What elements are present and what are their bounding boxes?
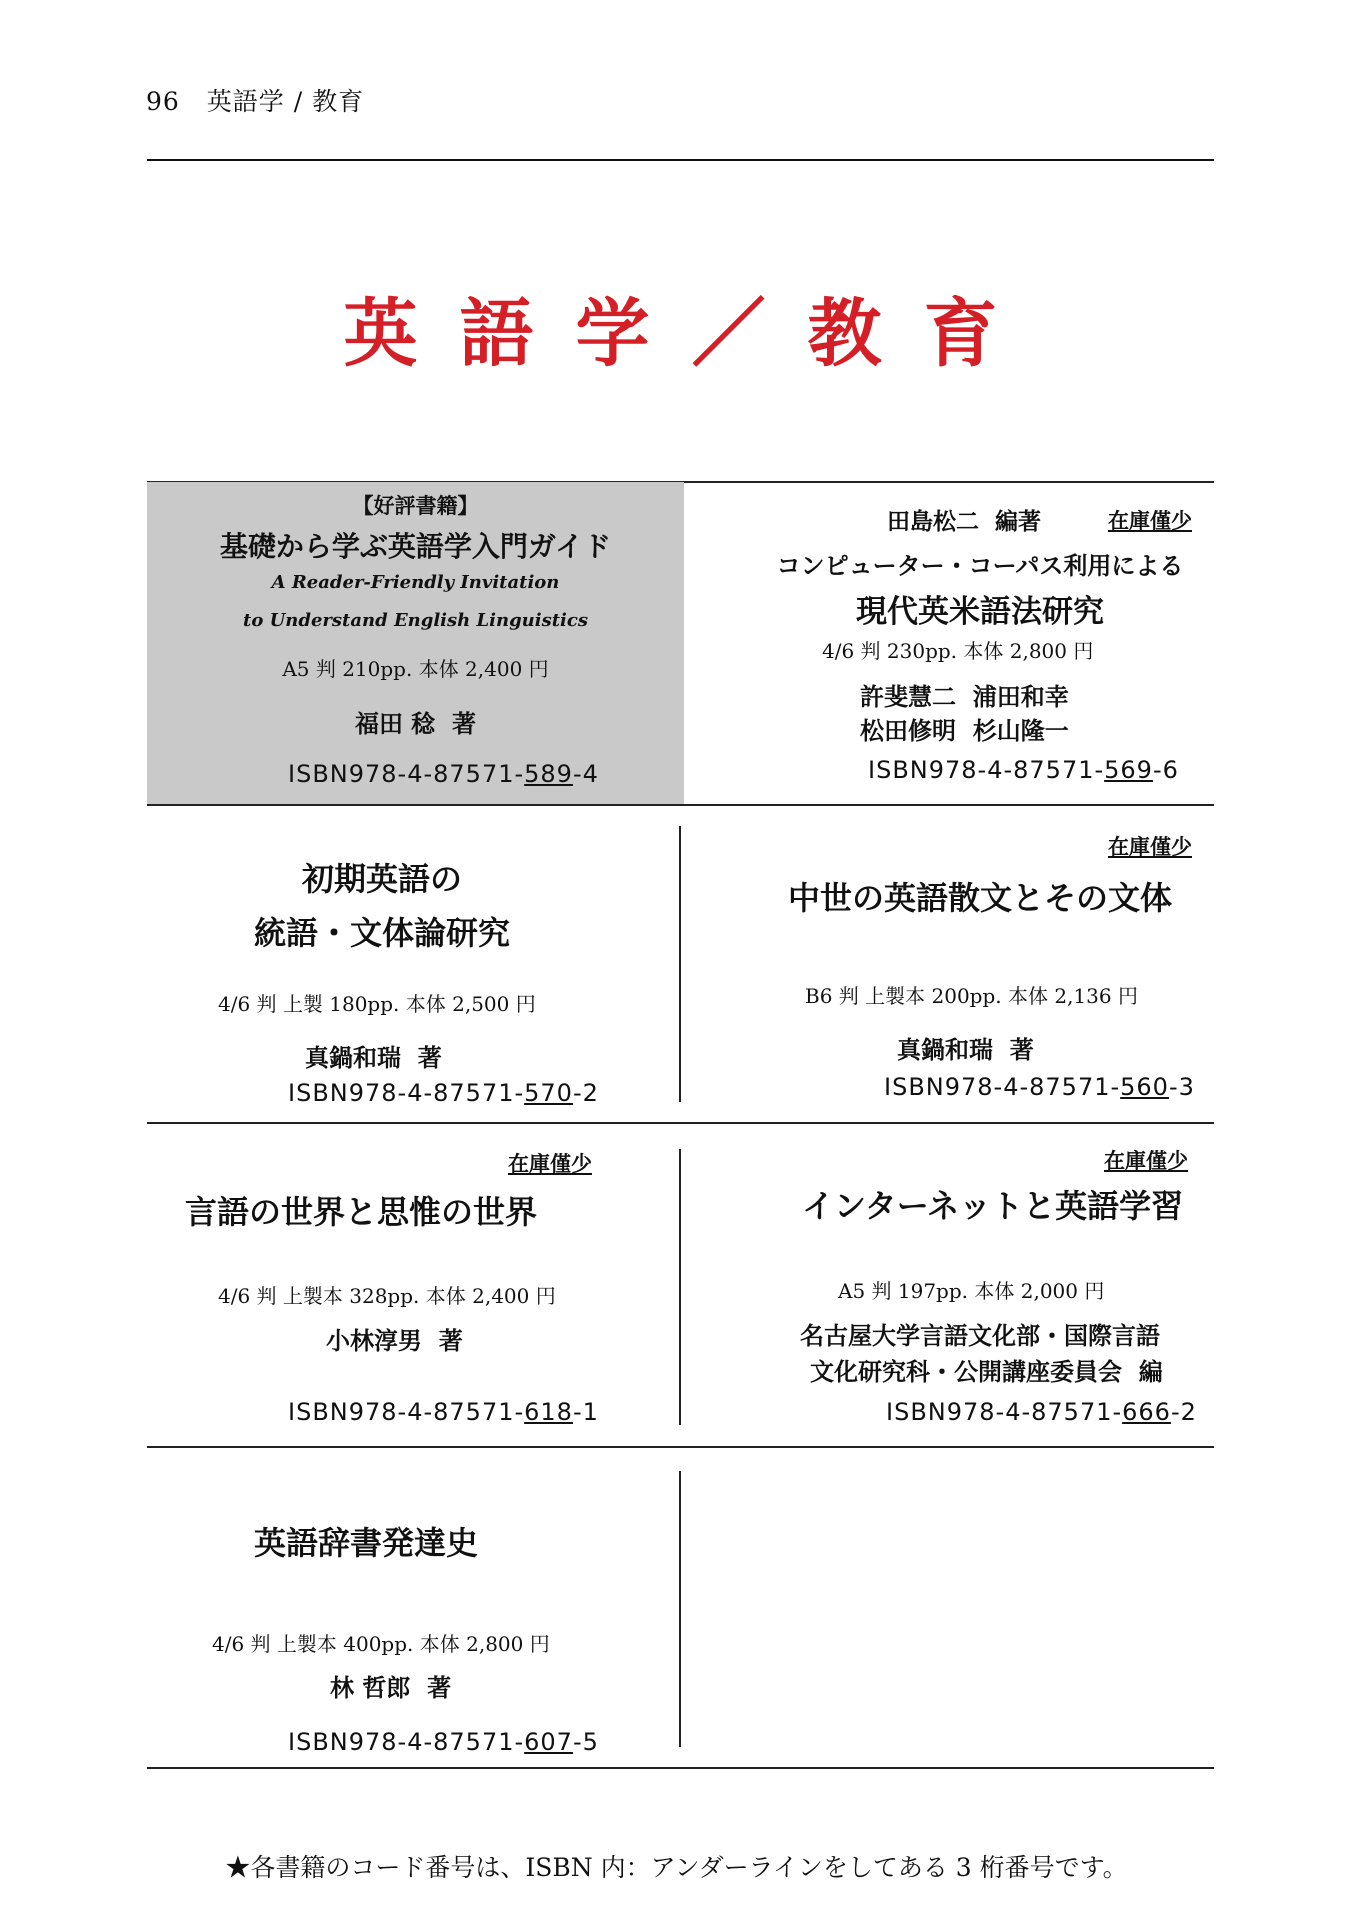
isbn-code: 569 [1104, 756, 1153, 784]
grid-rule-2 [147, 1122, 1214, 1124]
isbn-code: 589 [524, 760, 573, 788]
isbn-code: 560 [1120, 1073, 1169, 1101]
grid-rule-bottom [147, 1767, 1214, 1769]
stock-badge: 在庫僅少 [1104, 1149, 1188, 1173]
stock-badge: 在庫僅少 [508, 1152, 592, 1176]
book-isbn [884, 1073, 1195, 1101]
running-header [146, 82, 364, 118]
running-section: 英語学 / 教育 [206, 87, 365, 116]
book-isbn [868, 756, 1179, 784]
book-spec: 4/6 判 上製本 328pp. 本体 2,400 円 [218, 1284, 556, 1308]
page-title: 英語学／教育 [343, 291, 1040, 377]
book-editor: 田島松二 編著 [887, 509, 1042, 535]
column-divider-row2 [679, 826, 681, 1102]
isbn-suffix: -4 [572, 760, 599, 788]
book-spec: 4/6 判 上製 180pp. 本体 2,500 円 [218, 992, 536, 1016]
isbn-prefix: ISBN978-4-87571- [288, 760, 525, 788]
book-author: 小林淳男 著 [326, 1327, 463, 1355]
isbn-prefix: ISBN978-4-87571- [288, 1728, 525, 1756]
grid-rule-1 [147, 804, 1214, 806]
book-title: 言語の世界と思惟の世界 [185, 1193, 538, 1231]
isbn-suffix: -2 [572, 1079, 599, 1107]
book-subtitle-en: to Understand English Linguistics [243, 610, 588, 631]
book-title: 英語辞書発達史 [254, 1524, 479, 1562]
stock-badge: 在庫僅少 [1108, 835, 1192, 859]
page-number: 96 [146, 87, 180, 116]
book-spec: 4/6 判 230pp. 本体 2,800 円 [822, 639, 1094, 663]
isbn-prefix: ISBN978-4-87571- [288, 1398, 525, 1426]
isbn-prefix: ISBN978-4-87571- [884, 1073, 1121, 1101]
column-divider-row4 [679, 1471, 681, 1747]
book-author: 福田 稔 著 [354, 710, 477, 738]
book-isbn [886, 1398, 1197, 1426]
isbn-suffix: -3 [1168, 1073, 1195, 1101]
book-title: 基礎から学ぶ英語学入門ガイド [219, 530, 612, 563]
book-tag: 【好評書籍】 [352, 494, 479, 518]
book-title: 中世の英語散文とその文体 [787, 879, 1172, 917]
isbn-code: 618 [524, 1398, 573, 1426]
isbn-code: 607 [524, 1728, 573, 1756]
book-subtitle-en: A Reader-Friendly Invitation [271, 572, 560, 593]
grid-rule-3 [147, 1446, 1214, 1448]
book-title: 統語・文体論研究 [253, 914, 510, 952]
book-spec: 4/6 判 上製本 400pp. 本体 2,800 円 [212, 1632, 550, 1656]
isbn-prefix: ISBN978-4-87571- [288, 1079, 525, 1107]
book-title-line: 初期英語の [301, 860, 462, 898]
isbn-suffix: -1 [572, 1398, 599, 1426]
book-author: 松田修明 杉山隆一 [860, 717, 1069, 745]
isbn-code: 570 [524, 1079, 573, 1107]
book-isbn [288, 1398, 599, 1426]
book-isbn [288, 1079, 599, 1107]
book-title: インターネットと英語学習 [802, 1187, 1184, 1225]
isbn-suffix: -6 [1152, 756, 1179, 784]
isbn-suffix: -5 [572, 1728, 599, 1756]
footer-note: ★各書籍のコード番号は、ISBN 内：アンダーラインをしてある 3 桁番号です。 [225, 1853, 1128, 1882]
book-author: 真鍋和瑞 著 [897, 1036, 1034, 1064]
book-author: 真鍋和瑞 著 [305, 1044, 442, 1072]
isbn-prefix: ISBN978-4-87571- [868, 756, 1105, 784]
book-author: 名古屋大学言語文化部・国際言語 [800, 1322, 1160, 1350]
isbn-suffix: -2 [1170, 1398, 1197, 1426]
isbn-code: 666 [1122, 1398, 1171, 1426]
book-spec: B6 判 上製本 200pp. 本体 2,136 円 [805, 984, 1138, 1008]
book-author: 許斐慧二 浦田和幸 [860, 683, 1069, 711]
book-isbn [288, 1728, 599, 1756]
book-isbn [288, 760, 599, 788]
stock-badge: 在庫僅少 [1108, 509, 1192, 533]
book-spec: A5 判 210pp. 本体 2,400 円 [282, 657, 549, 681]
isbn-prefix: ISBN978-4-87571- [886, 1398, 1123, 1426]
book-title-line: コンピューター・コーパス利用による [776, 552, 1184, 580]
header-divider [147, 159, 1214, 161]
book-title: 現代英米語法研究 [856, 594, 1104, 630]
column-divider-row3 [679, 1149, 681, 1425]
book-spec: A5 判 197pp. 本体 2,000 円 [838, 1279, 1105, 1303]
book-author: 林 哲郎 著 [330, 1674, 452, 1702]
book-author: 文化研究科・公開講座委員会 編 [810, 1358, 1163, 1386]
